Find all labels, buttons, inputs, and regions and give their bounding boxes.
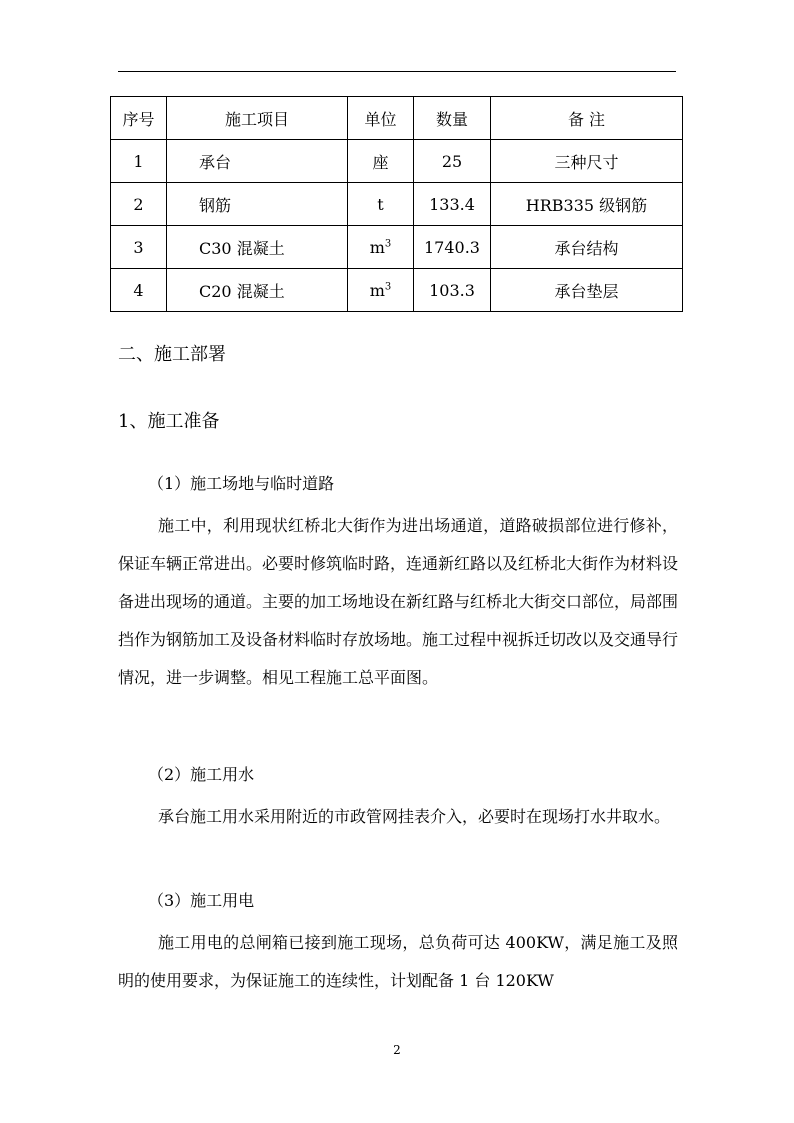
unit-superscript: 3 xyxy=(384,238,392,250)
row-quantity: 25 xyxy=(414,140,491,183)
header-rule xyxy=(118,71,676,72)
page-number: 2 xyxy=(393,1043,401,1057)
row-number: 3 xyxy=(111,226,167,269)
row-quantity: 1740.3 xyxy=(414,226,491,269)
header-cell: 备 注 xyxy=(491,97,683,140)
table-header-row xyxy=(111,97,683,140)
header-cell: 序号 xyxy=(111,97,167,140)
body-paragraph: 施工中，利用现状红桥北大街作为进出场通道，道路破损部位进行修补，保证车辆正常进出。必要时修筑临时路，连通新红路以及红桥北大街作为材料设备进出现场的通道。主要的加工场地设在新红路与红桥北大街交口部位，局部围挡作为钢筋加工及设备材料临时存放场地。施工过程中视拆迁切改以及交通导行情况，进一步调整。相见工程施工总平面图。 xyxy=(118,516,679,687)
row-unit xyxy=(348,269,414,312)
quantity-table xyxy=(110,96,683,312)
row-item: C20 混凝土 xyxy=(167,269,348,312)
row-number: 1 xyxy=(111,140,167,183)
header-cell: 施工项目 xyxy=(167,97,348,140)
subsection-heading: 1、施工准备 xyxy=(118,411,220,432)
row-note: HRB335 级钢筋 xyxy=(491,183,683,226)
table-row xyxy=(111,140,683,183)
unit-text: m xyxy=(369,237,385,257)
row-unit xyxy=(348,226,414,269)
row-note: 承台垫层 xyxy=(491,269,683,312)
section-heading: 二、施工部署 xyxy=(118,344,226,365)
row-quantity: 103.3 xyxy=(414,269,491,312)
row-note: 承台结构 xyxy=(491,226,683,269)
table-row xyxy=(111,183,683,226)
row-item: C30 混凝土 xyxy=(167,226,348,269)
body-paragraph: 施工用电的总闸箱已接到施工现场，总负荷可达 400KW，满足施工及照明的使用要求，为保证施工的连续性，计划配备 1 台 120KW xyxy=(118,933,678,990)
table-row xyxy=(111,269,683,312)
row-note: 三种尺寸 xyxy=(491,140,683,183)
row-number: 4 xyxy=(111,269,167,312)
item-heading: （3）施工用电 xyxy=(148,891,255,910)
unit-text: t xyxy=(377,194,384,214)
unit-superscript: 3 xyxy=(384,281,392,293)
body-paragraph: 承台施工用水采用附近的市政管网挂表介入，必要时在现场打水井取水。 xyxy=(158,807,671,826)
item-heading: （1）施工场地与临时道路 xyxy=(148,474,335,493)
row-quantity: 133.4 xyxy=(414,183,491,226)
item-heading: （2）施工用水 xyxy=(148,765,255,784)
unit-text: 座 xyxy=(372,152,389,172)
header-cell: 单位 xyxy=(348,97,414,140)
table-row xyxy=(111,226,683,269)
row-unit xyxy=(348,183,414,226)
row-number: 2 xyxy=(111,183,167,226)
header-cell: 数量 xyxy=(414,97,491,140)
row-item: 钢筋 xyxy=(167,183,348,226)
row-item: 承台 xyxy=(167,140,348,183)
row-unit xyxy=(348,140,414,183)
unit-text: m xyxy=(369,280,385,300)
